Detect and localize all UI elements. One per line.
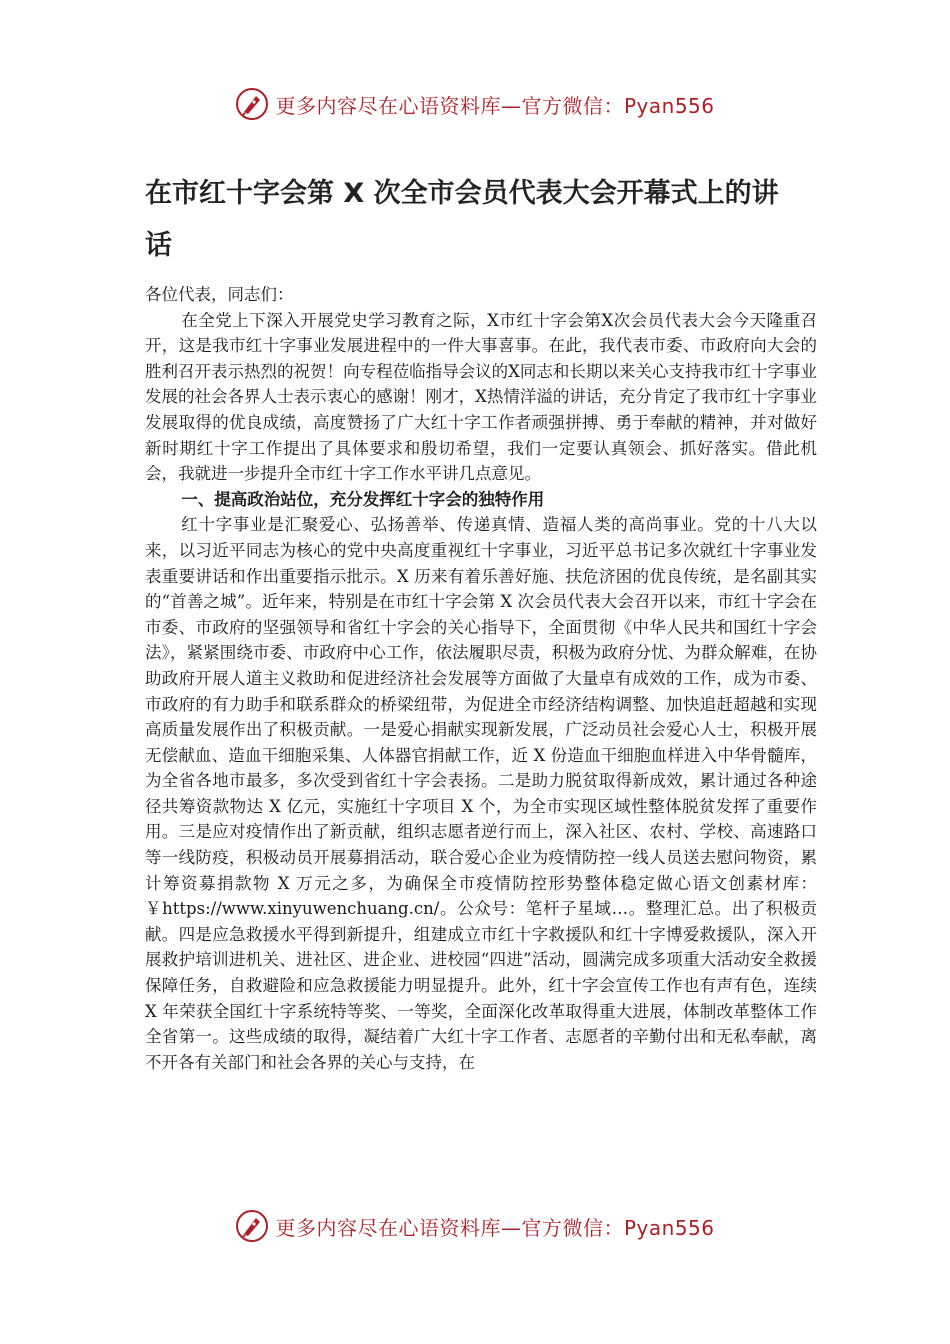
footer-banner (0, 1204, 950, 1248)
pen-nib-logo-icon (235, 1209, 269, 1243)
section-heading-1: 一、提高政治站位，充分发挥红十字会的独特作用 (181, 489, 545, 509)
header-banner (0, 82, 950, 126)
greeting: 各位代表，同志们： (145, 285, 294, 304)
intro-paragraph: 在全党上下深入开展党史学习教育之际，X市红十字会第X次会员代表大会今天隆重召开，这是我市红十字事业发展进程中的一件大事喜事。在此，我代表市委、市政府向大会的胜利召开表示热烈的祝贺！向专程莅临指导会议的X同志和长期以来关心支持我市红十字事业发展的社会各界人士表示衷心的感谢！刚才，X热情洋溢的讲话，充分肯定了我市红十字事业发展取得的优良成绩，高度赞扬了广大红十字工作者顽强拼搏、勇于奉献的精神，并对做好新时期红十字工作提出了具体要求和殷切希望，我们一定要认真领会、抓好落实。借此机会，我就进一步提升全市红十字工作水平讲几点意见。 (145, 310, 817, 484)
pen-nib-logo-icon (235, 87, 269, 121)
document-body (145, 282, 817, 1075)
document-title: 在市红十字会第 X 次全市会员代表大会开幕式上的讲话 (145, 178, 779, 261)
section-1-paragraph: 红十字事业是汇聚爱心、弘扬善举、传递真情、造福人类的高尚事业。党的十八大以来，以习近平同志为核心的党中央高度重视红十字事业，习近平总书记多次就红十字事业发表重要讲话和作出重要指示批示。X 历来有着乐善好施、扶危济困的优良传统，是名副其实的“首善之城”。近年来，特别是在市红十字会第 X 次会员代表大会召开以来，市红十字会在市委、市政府的坚强领导和省红十字会的关心指导下，全面贯彻《中华人民共和国红十字会法》，紧紧围绕市委、市政府中心工作，依法履职尽责，积极为政府分忧、为群众解难，在协助政府开展人道主义救助和促进经济社会发展等方面做了大量卓有成效的工作，成为市委、市政府的有力助手和联系群众的桥梁纽带，为促进全市经济结构调整、加快追赶超越和实现高质量发展作出了积极贡献。一是爱心捐献实现新发展，广泛动员社会爱心人士，积极开展无偿献血、造血干细胞采集、人体器官捐献工作，近 X 份造血干细胞血样进入中华骨髓库，为全省各地市最多，多次受到省红十字会表扬。二是助力脱贫取得新成效，累计通过各种途径共筹资款物达 X 亿元，实施红十字项目 X 个，为全市实现区域性整体脱贫发挥了重要作用。三是应对疫情作出了新贡献，组织志愿者逆行而上，深入社区、农村、学校、高速路口等一线防疫，积极动员开展募捐活动，联合爱心企业为疫情防控一线人员送去慰问物资，累计筹资募捐款物 X 万元之多，为确保全市疫情防控形势整体稳定做心语文创素材库：￥https://www.xinyuwenchuang.cn/。公众号：笔杆子星域…。整理汇总。出了积极贡献。四是应急救援水平得到新提升，组建成立市红十字救援队和红十字博爱救援队，深入开展救护培训进机关、进社区、进企业、进校园“四进”活动，圆满完成多项重大活动安全救援保障任务，自救避险和应急救援能力明显提升。此外，红十字会宣传工作也有声有色，连续 X 年荣获全国红十字系统特等奖、一等奖，全面深化改革取得重大进展，体制改革整体工作全省第一。这些成绩的取得，凝结着广大红十字工作者、志愿者的辛勤付出和无私奉献，离不开各有关部门和社会各界的关心与支持，在 (145, 515, 817, 1072)
banner-text: 更多内容尽在心语资料库—官方微信：Pyan556 (275, 1215, 715, 1240)
wechat-id: Pyan556 (623, 93, 715, 118)
banner-text: 更多内容尽在心语资料库—官方微信：Pyan556 (275, 93, 715, 118)
wechat-id: Pyan556 (623, 1215, 715, 1240)
